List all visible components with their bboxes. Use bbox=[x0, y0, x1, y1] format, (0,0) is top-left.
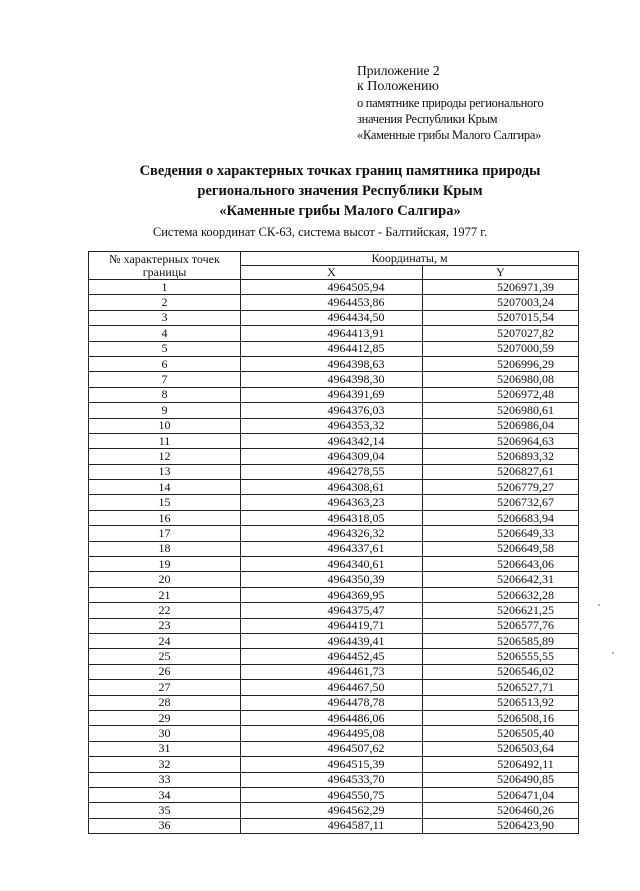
y-coordinate-cell: 5206513,92 bbox=[423, 695, 579, 710]
y-coordinate-cell: 5206546,02 bbox=[423, 664, 579, 679]
document-title bbox=[80, 161, 600, 221]
point-number-cell: 26 bbox=[89, 664, 241, 679]
point-number-cell: 4 bbox=[89, 326, 241, 341]
header-y: Y bbox=[423, 266, 579, 280]
x-coordinate-cell: 4964486,06 bbox=[241, 710, 423, 725]
y-coordinate-cell: 5206632,28 bbox=[423, 587, 579, 602]
table-row bbox=[89, 341, 579, 356]
y-coordinate-cell: 5206492,11 bbox=[423, 757, 579, 772]
table-row bbox=[89, 480, 579, 495]
point-number-cell: 2 bbox=[89, 295, 241, 310]
y-coordinate-cell: 5206986,04 bbox=[423, 418, 579, 433]
table-body bbox=[89, 280, 579, 834]
appendix-line-5: «Каменные грибы Малого Салгира» bbox=[357, 128, 542, 142]
title-line-1: Сведения о характерных точках границ памятника природы bbox=[139, 163, 541, 179]
point-number-cell: 29 bbox=[89, 710, 241, 725]
y-coordinate-cell: 5206732,67 bbox=[423, 495, 579, 510]
y-coordinate-cell: 5206683,94 bbox=[423, 510, 579, 525]
table-row bbox=[89, 418, 579, 433]
y-coordinate-cell: 5207003,24 bbox=[423, 295, 579, 310]
table-row bbox=[89, 618, 579, 633]
point-number-cell: 35 bbox=[89, 803, 241, 818]
x-coordinate-cell: 4964398,30 bbox=[241, 372, 423, 387]
x-coordinate-cell: 4964452,45 bbox=[241, 649, 423, 664]
x-coordinate-cell: 4964507,62 bbox=[241, 741, 423, 756]
x-coordinate-cell: 4964353,32 bbox=[241, 418, 423, 433]
y-coordinate-cell: 5207027,82 bbox=[423, 326, 579, 341]
point-number-cell: 27 bbox=[89, 680, 241, 695]
point-number-cell: 12 bbox=[89, 449, 241, 464]
boundary-points-table bbox=[88, 251, 579, 834]
x-coordinate-cell: 4964318,05 bbox=[241, 510, 423, 525]
point-number-cell: 33 bbox=[89, 772, 241, 787]
x-coordinate-cell: 4964326,32 bbox=[241, 526, 423, 541]
x-coordinate-cell: 4964515,39 bbox=[241, 757, 423, 772]
point-number-cell: 31 bbox=[89, 741, 241, 756]
y-coordinate-cell: 5206577,76 bbox=[423, 618, 579, 633]
header-coordinates: Координаты, м bbox=[241, 252, 579, 266]
table-row bbox=[89, 510, 579, 525]
x-coordinate-cell: 4964413,91 bbox=[241, 326, 423, 341]
y-coordinate-cell: 5206649,33 bbox=[423, 526, 579, 541]
y-coordinate-cell: 5206503,64 bbox=[423, 741, 579, 756]
y-coordinate-cell: 5206972,48 bbox=[423, 387, 579, 402]
x-coordinate-cell: 4964434,50 bbox=[241, 310, 423, 325]
table-row bbox=[89, 803, 579, 818]
table-row bbox=[89, 710, 579, 725]
table-row bbox=[89, 526, 579, 541]
x-coordinate-cell: 4964495,08 bbox=[241, 726, 423, 741]
header-x: X bbox=[241, 266, 423, 280]
table-row bbox=[89, 295, 579, 310]
title-line-3: «Каменные грибы Малого Салгира» bbox=[219, 203, 461, 219]
x-coordinate-cell: 4964340,61 bbox=[241, 557, 423, 572]
x-coordinate-cell: 4964391,69 bbox=[241, 387, 423, 402]
table-row bbox=[89, 664, 579, 679]
table-row bbox=[89, 695, 579, 710]
point-number-cell: 34 bbox=[89, 787, 241, 802]
point-number-cell: 30 bbox=[89, 726, 241, 741]
table-row bbox=[89, 280, 579, 295]
x-coordinate-cell: 4964587,11 bbox=[241, 818, 423, 833]
y-coordinate-cell: 5207015,54 bbox=[423, 310, 579, 325]
table-row bbox=[89, 649, 579, 664]
y-coordinate-cell: 5206642,31 bbox=[423, 572, 579, 587]
table-row bbox=[89, 741, 579, 756]
point-number-cell: 11 bbox=[89, 433, 241, 448]
table-row bbox=[89, 387, 579, 402]
table-row bbox=[89, 587, 579, 602]
point-number-cell: 20 bbox=[89, 572, 241, 587]
y-coordinate-cell: 5206471,04 bbox=[423, 787, 579, 802]
point-number-cell: 15 bbox=[89, 495, 241, 510]
point-number-cell: 18 bbox=[89, 541, 241, 556]
point-number-cell: 19 bbox=[89, 557, 241, 572]
point-number-cell: 5 bbox=[89, 341, 241, 356]
appendix-line-3: о памятнике природы регионального bbox=[357, 96, 544, 110]
table-row bbox=[89, 787, 579, 802]
x-coordinate-cell: 4964412,85 bbox=[241, 341, 423, 356]
table-row bbox=[89, 726, 579, 741]
y-coordinate-cell: 5206996,29 bbox=[423, 356, 579, 371]
scan-speck bbox=[598, 604, 600, 606]
table-row bbox=[89, 541, 579, 556]
x-coordinate-cell: 4964278,55 bbox=[241, 464, 423, 479]
y-coordinate-cell: 5206508,16 bbox=[423, 710, 579, 725]
y-coordinate-cell: 5206490,85 bbox=[423, 772, 579, 787]
table-row bbox=[89, 433, 579, 448]
table-row bbox=[89, 326, 579, 341]
y-coordinate-cell: 5206643,06 bbox=[423, 557, 579, 572]
y-coordinate-cell: 5206460,26 bbox=[423, 803, 579, 818]
point-number-cell: 10 bbox=[89, 418, 241, 433]
appendix-line-4: значения Республики Крым bbox=[357, 112, 498, 126]
table-row bbox=[89, 557, 579, 572]
table-row bbox=[89, 818, 579, 833]
appendix-line-1: Приложение 2 bbox=[357, 63, 440, 78]
y-coordinate-cell: 5206527,71 bbox=[423, 680, 579, 695]
point-number-cell: 28 bbox=[89, 695, 241, 710]
point-number-cell: 8 bbox=[89, 387, 241, 402]
x-coordinate-cell: 4964363,23 bbox=[241, 495, 423, 510]
table-row bbox=[89, 403, 579, 418]
appendix-note bbox=[357, 63, 627, 143]
y-coordinate-cell: 5206621,25 bbox=[423, 603, 579, 618]
y-coordinate-cell: 5206423,90 bbox=[423, 818, 579, 833]
point-number-cell: 16 bbox=[89, 510, 241, 525]
point-number-cell: 13 bbox=[89, 464, 241, 479]
x-coordinate-cell: 4964505,94 bbox=[241, 280, 423, 295]
x-coordinate-cell: 4964533,70 bbox=[241, 772, 423, 787]
point-number-cell: 9 bbox=[89, 403, 241, 418]
x-coordinate-cell: 4964350,39 bbox=[241, 572, 423, 587]
point-number-cell: 14 bbox=[89, 480, 241, 495]
y-coordinate-cell: 5206971,39 bbox=[423, 280, 579, 295]
x-coordinate-cell: 4964478,78 bbox=[241, 695, 423, 710]
y-coordinate-cell: 5206649,58 bbox=[423, 541, 579, 556]
y-coordinate-cell: 5206827,61 bbox=[423, 464, 579, 479]
point-number-cell: 32 bbox=[89, 757, 241, 772]
header-point-number: № характерных точек границы bbox=[89, 252, 241, 280]
y-coordinate-cell: 5206964,63 bbox=[423, 433, 579, 448]
x-coordinate-cell: 4964398,63 bbox=[241, 356, 423, 371]
y-coordinate-cell: 5206980,08 bbox=[423, 372, 579, 387]
x-coordinate-cell: 4964376,03 bbox=[241, 403, 423, 418]
point-number-cell: 3 bbox=[89, 310, 241, 325]
x-coordinate-cell: 4964342,14 bbox=[241, 433, 423, 448]
table-row bbox=[89, 680, 579, 695]
point-number-cell: 6 bbox=[89, 356, 241, 371]
y-coordinate-cell: 5207000,59 bbox=[423, 341, 579, 356]
x-coordinate-cell: 4964461,73 bbox=[241, 664, 423, 679]
y-coordinate-cell: 5206980,61 bbox=[423, 403, 579, 418]
y-coordinate-cell: 5206779,27 bbox=[423, 480, 579, 495]
point-number-cell: 17 bbox=[89, 526, 241, 541]
x-coordinate-cell: 4964419,71 bbox=[241, 618, 423, 633]
table-row bbox=[89, 603, 579, 618]
table-row bbox=[89, 449, 579, 464]
table-row bbox=[89, 757, 579, 772]
x-coordinate-cell: 4964369,95 bbox=[241, 587, 423, 602]
table-row bbox=[89, 310, 579, 325]
x-coordinate-cell: 4964550,75 bbox=[241, 787, 423, 802]
table-row bbox=[89, 464, 579, 479]
table-row bbox=[89, 572, 579, 587]
appendix-line-2: к Положению bbox=[357, 79, 440, 94]
point-number-cell: 36 bbox=[89, 818, 241, 833]
point-number-cell: 24 bbox=[89, 633, 241, 648]
x-coordinate-cell: 4964562,29 bbox=[241, 803, 423, 818]
x-coordinate-cell: 4964309,04 bbox=[241, 449, 423, 464]
point-number-cell: 21 bbox=[89, 587, 241, 602]
table-row bbox=[89, 633, 579, 648]
point-number-cell: 1 bbox=[89, 280, 241, 295]
point-number-cell: 23 bbox=[89, 618, 241, 633]
point-number-cell: 22 bbox=[89, 603, 241, 618]
point-number-cell: 7 bbox=[89, 372, 241, 387]
table-row bbox=[89, 495, 579, 510]
x-coordinate-cell: 4964453,86 bbox=[241, 295, 423, 310]
title-line-2: регионального значения Республики Крым bbox=[197, 183, 483, 199]
y-coordinate-cell: 5206585,89 bbox=[423, 633, 579, 648]
table-row bbox=[89, 356, 579, 371]
x-coordinate-cell: 4964467,50 bbox=[241, 680, 423, 695]
table-row bbox=[89, 772, 579, 787]
y-coordinate-cell: 5206505,40 bbox=[423, 726, 579, 741]
x-coordinate-cell: 4964375,47 bbox=[241, 603, 423, 618]
table-row bbox=[89, 372, 579, 387]
point-number-cell: 25 bbox=[89, 649, 241, 664]
scan-speck bbox=[612, 652, 614, 654]
x-coordinate-cell: 4964337,61 bbox=[241, 541, 423, 556]
x-coordinate-cell: 4964439,41 bbox=[241, 633, 423, 648]
coordinate-system-note: Система координат СК-63, система высот - Балтийская, 1977 г. bbox=[152, 225, 488, 239]
y-coordinate-cell: 5206893,32 bbox=[423, 449, 579, 464]
x-coordinate-cell: 4964308,61 bbox=[241, 480, 423, 495]
y-coordinate-cell: 5206555,55 bbox=[423, 649, 579, 664]
